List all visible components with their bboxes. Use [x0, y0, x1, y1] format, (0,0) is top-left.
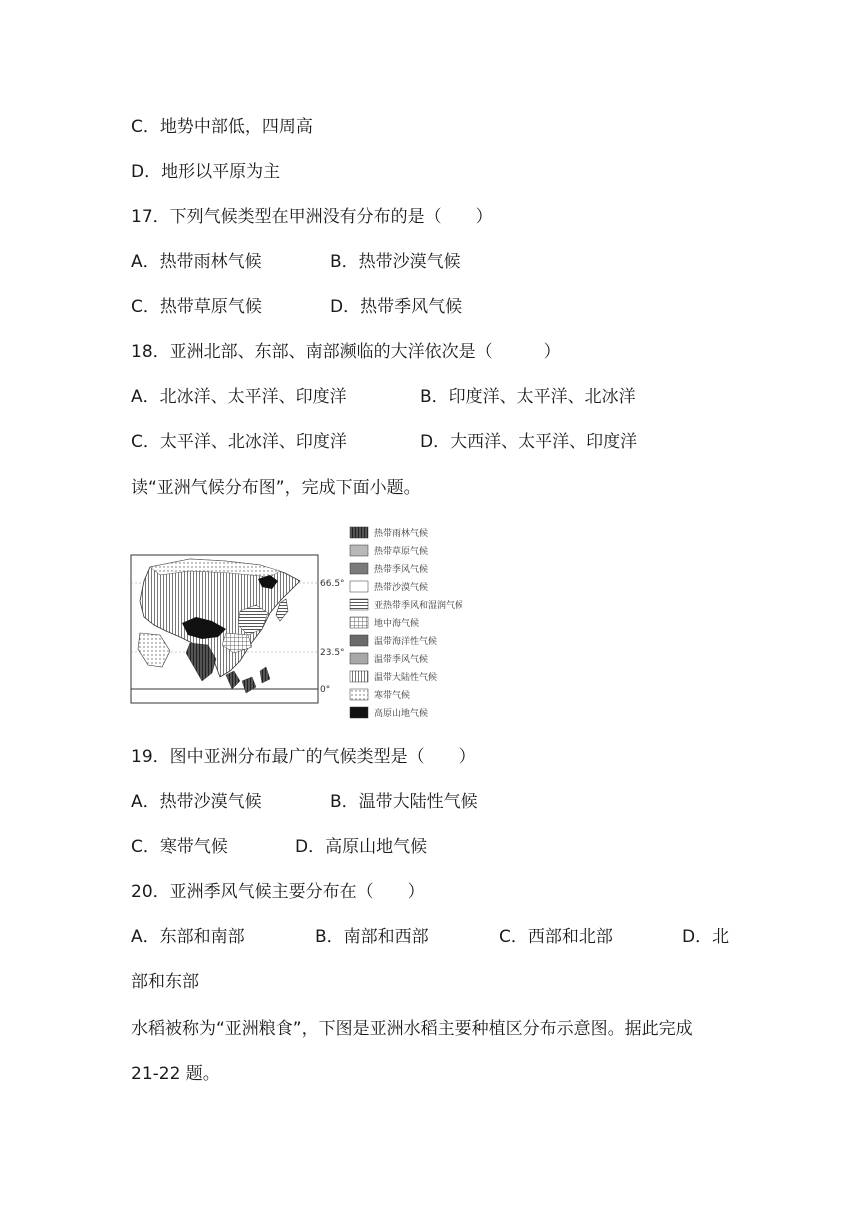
legend-swatch-subtropical: [350, 599, 368, 610]
q17-option-b: B．热带沙漠气候: [330, 252, 461, 272]
q18-option-c: C．太平洋、北冰洋、印度洋: [131, 432, 347, 452]
q20-stem: 20．亚洲季风气候主要分布在（ ）: [131, 882, 425, 902]
legend-swatch-desert: [350, 581, 368, 592]
q19-option-a: A．热带沙漠气候: [131, 792, 262, 812]
q19-option-b: B．温带大陆性气候: [330, 792, 478, 812]
legend-label: 亚热带季风和湿润气候: [374, 601, 462, 611]
legend-swatch-highland: [350, 707, 368, 718]
intro-rice-line2: 21-22 题。: [131, 1064, 220, 1084]
q19-stem: 19．图中亚洲分布最广的气候类型是（ ）: [131, 747, 476, 767]
legend-swatch-rainforest: [350, 527, 368, 538]
legend-label: 寒带气候: [374, 691, 411, 701]
lat-label-tropic: 23.5°: [320, 648, 345, 658]
legend-label: 热带季风气候: [374, 565, 429, 575]
legend-label: 温带大陆性气候: [374, 673, 438, 683]
legend-swatch-oceanic: [350, 635, 368, 646]
asia-climate-map: [130, 521, 462, 723]
lat-label-equator: 0°: [320, 685, 331, 695]
legend-label: 热带沙漠气候: [374, 583, 429, 593]
q20-option-b: B．南部和西部: [315, 927, 429, 947]
legend-swatch-continental: [350, 671, 368, 682]
intro-climate-map: 读“亚洲气候分布图”，完成下面小题。: [131, 478, 421, 498]
legend-swatch-cold: [350, 689, 368, 700]
legend-swatch-temperate-monsoon: [350, 653, 368, 664]
q16-option-d: D．地形以平原为主: [131, 162, 281, 182]
q19-option-c: C．寒带气候: [131, 837, 228, 857]
legend-label: 高原山地气候: [374, 709, 429, 719]
q18-option-a: A．北冰洋、太平洋、印度洋: [131, 387, 347, 407]
legend-label: 温带海洋性气候: [374, 637, 438, 647]
q20-option-d: D．北: [682, 927, 730, 947]
q20-option-c: C．西部和北部: [499, 927, 613, 947]
q19-option-d: D．高原山地气候: [295, 837, 428, 857]
legend-label: 热带草原气候: [374, 547, 429, 557]
q20-option-d-wrap: 部和东部: [131, 972, 199, 992]
intro-rice-line1: 水稻被称为“亚洲粮食”，下图是亚洲水稻主要种植区分布示意图。据此完成: [131, 1019, 693, 1039]
q18-option-b: B．印度洋、太平洋、北冰洋: [420, 387, 636, 407]
legend-label: 温带季风气候: [374, 655, 429, 665]
legend-swatch-savanna: [350, 545, 368, 556]
lat-label-arctic: 66.5°: [320, 579, 345, 589]
q20-option-a: A．东部和南部: [131, 927, 245, 947]
q18-option-d: D．大西洋、太平洋、印度洋: [420, 432, 638, 452]
legend-swatch-tropical-monsoon: [350, 563, 368, 574]
legend-label: 地中海气候: [374, 619, 420, 629]
q17-stem: 17．下列气候类型在甲洲没有分布的是（ ）: [131, 207, 493, 227]
q17-option-a: A．热带雨林气候: [131, 252, 262, 272]
q17-option-c: C．热带草原气候: [131, 297, 262, 317]
q18-stem: 18．亚洲北部、东部、南部濒临的大洋依次是（ ）: [131, 342, 561, 362]
legend-swatch-mediterranean: [350, 617, 368, 628]
legend-label: 热带雨林气候: [374, 529, 429, 539]
q17-option-d: D．热带季风气候: [330, 297, 463, 317]
map-legend: [350, 527, 462, 719]
asia-climate-map-figure: [130, 521, 462, 723]
q16-option-c: C．地势中部低，四周高: [131, 117, 313, 137]
